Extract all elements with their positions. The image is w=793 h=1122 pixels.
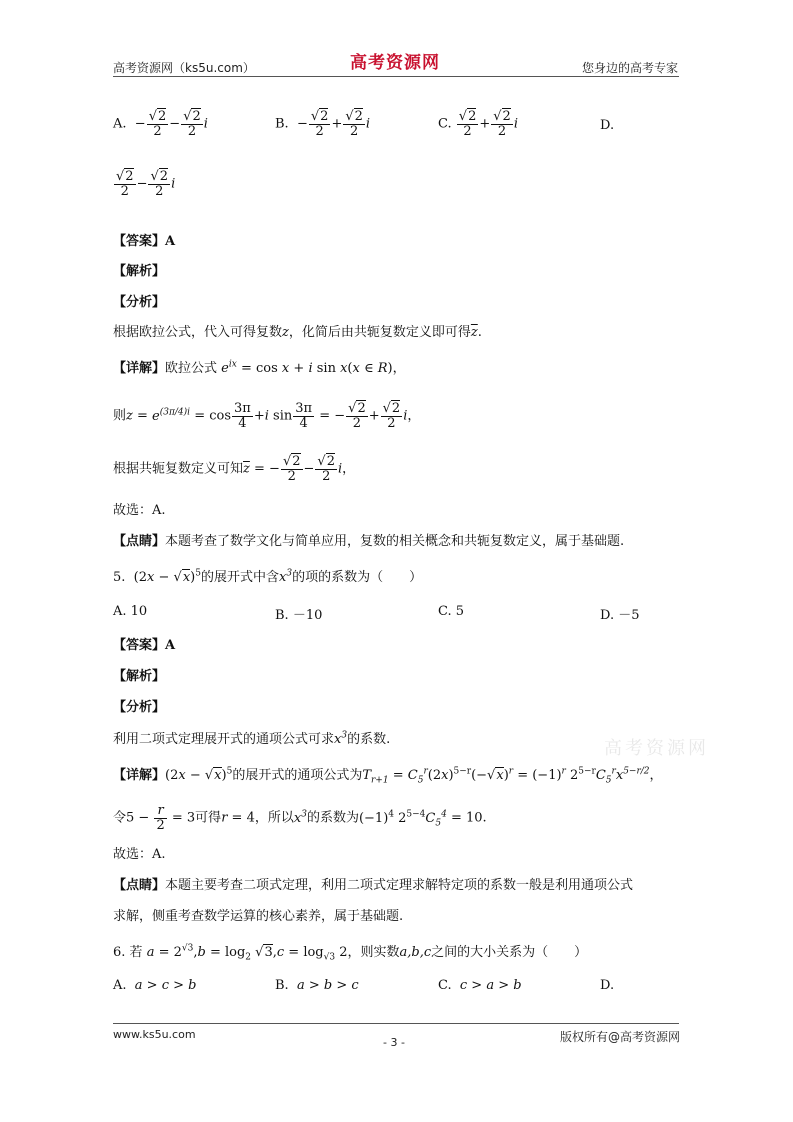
footer-rule <box>113 1023 679 1024</box>
q5-option-d: D. －5 <box>600 608 640 623</box>
q5-jiexi: 【解析】 <box>113 669 166 684</box>
q4-answer: 【答案】A <box>113 234 176 249</box>
header-right: 您身边的高考专家 <box>582 61 679 75</box>
header-left: 高考资源网（ks5u.com） <box>113 61 255 75</box>
q5-analysis: 利用二项式定理展开式的通项公式可求$x^3$的系数. <box>113 730 391 747</box>
q5-dianjing: 【点睛】本题主要考查二项式定理，利用二项式定理求解特定项的系数一般是利用通项公式 <box>113 878 634 893</box>
q4-option-c: C. $\frac{√2}{2}$ + $\frac{√2}{2}$ i <box>438 109 518 139</box>
footer-left: www.ks5u.com <box>113 1028 196 1041</box>
q4-choose: 故选：A. <box>113 503 166 518</box>
q5-answer: 【答案】A <box>113 638 176 653</box>
q4-option-b: B. − $\frac{√2}{2}$ + $\frac{√2}{2}$ i <box>275 109 371 139</box>
watermark-text: 高考资源网 <box>604 738 709 759</box>
q5-detail: 【详解】$(2x - √x)^5$的展开式的通项公式为$T_{r+1} = C_5^r(2x)^{5-r}(-√x)^r = (-1)^r$ $2^{5-r}C_5^rx^{5-r/2}$， <box>113 766 663 786</box>
q5-dianjing-cont: 求解，侧重考查数学运算的核心素养，属于基础题. <box>113 909 404 924</box>
footer-right: 版权所有@高考资源网 <box>560 1030 681 1044</box>
q6-option-c: C. c > a > b <box>438 978 522 993</box>
q4-dianjing: 【点睛】本题考查了数学文化与简单应用，复数的相关概念和共轭复数定义，属于基础题. <box>113 534 625 549</box>
q4-conj-line: 根据共轭复数定义可知$\overline{z}$ = − $\frac{√2}{2}$ − $\frac{√2}{2}$ i， <box>113 454 356 484</box>
q5-fenxi: 【分析】 <box>113 700 166 715</box>
q5-stem: 5. $(2x - √x)^5$的展开式中含$x^3$的项的系数为（ ） <box>113 568 423 585</box>
q6-option-a: A. a > c > b <box>113 978 197 993</box>
header-rule <box>113 76 679 77</box>
q5-let-line: 令5 − $\frac{r}{2}$ = 3可得r = 4，所以$x^3$的系数为$(-1)^4$ $2^{5-4}C_5^4 = 10$. <box>113 803 487 833</box>
q4-option-d-label: D. <box>600 118 615 133</box>
q4-then-line: 则$z = e^{(3\pi/4)i} = \cos$ $\frac{3\pi}{4}$ +i sin $\frac{3\pi}{4}$ = − $\frac{√2}{2}$ + $\frac{√2}{2}$ i， <box>113 401 421 431</box>
q4-jiexi: 【解析】 <box>113 264 166 279</box>
q6-option-d: D. <box>600 978 615 993</box>
q5-choose: 故选：A. <box>113 847 166 862</box>
q4-option-a: A. − $\frac{√2}{2}$ − $\frac{√2}{2}$ i <box>113 109 208 139</box>
q6-option-b: B. a > b > c <box>275 978 359 993</box>
q6-stem: 6. 若 $a = 2^{√3},b = \log_2 √3,c = \log_{√3} 2$，则实数a,b,c之间的大小关系为（ ） <box>113 943 588 963</box>
q5-option-b: B. －10 <box>275 608 323 623</box>
page-number: - 3 - <box>383 1036 405 1049</box>
q4-analysis: 根据欧拉公式，代入可得复数z，化简后由共轭复数定义即可得$\overline{z}$. <box>113 325 482 340</box>
header-logo: 高考资源网 <box>350 53 440 73</box>
q4-fenxi: 【分析】 <box>113 295 166 310</box>
q5-option-c: C. 5 <box>438 604 465 619</box>
q4-detail: 【详解】欧拉公式 $e^{ix} = \cos x + i$ sin x(x ∈ R)， <box>113 359 406 376</box>
q4-option-d: $\frac{√2}{2}$ − $\frac{√2}{2}$ i <box>116 169 176 199</box>
q5-option-a: A. 10 <box>113 604 148 619</box>
